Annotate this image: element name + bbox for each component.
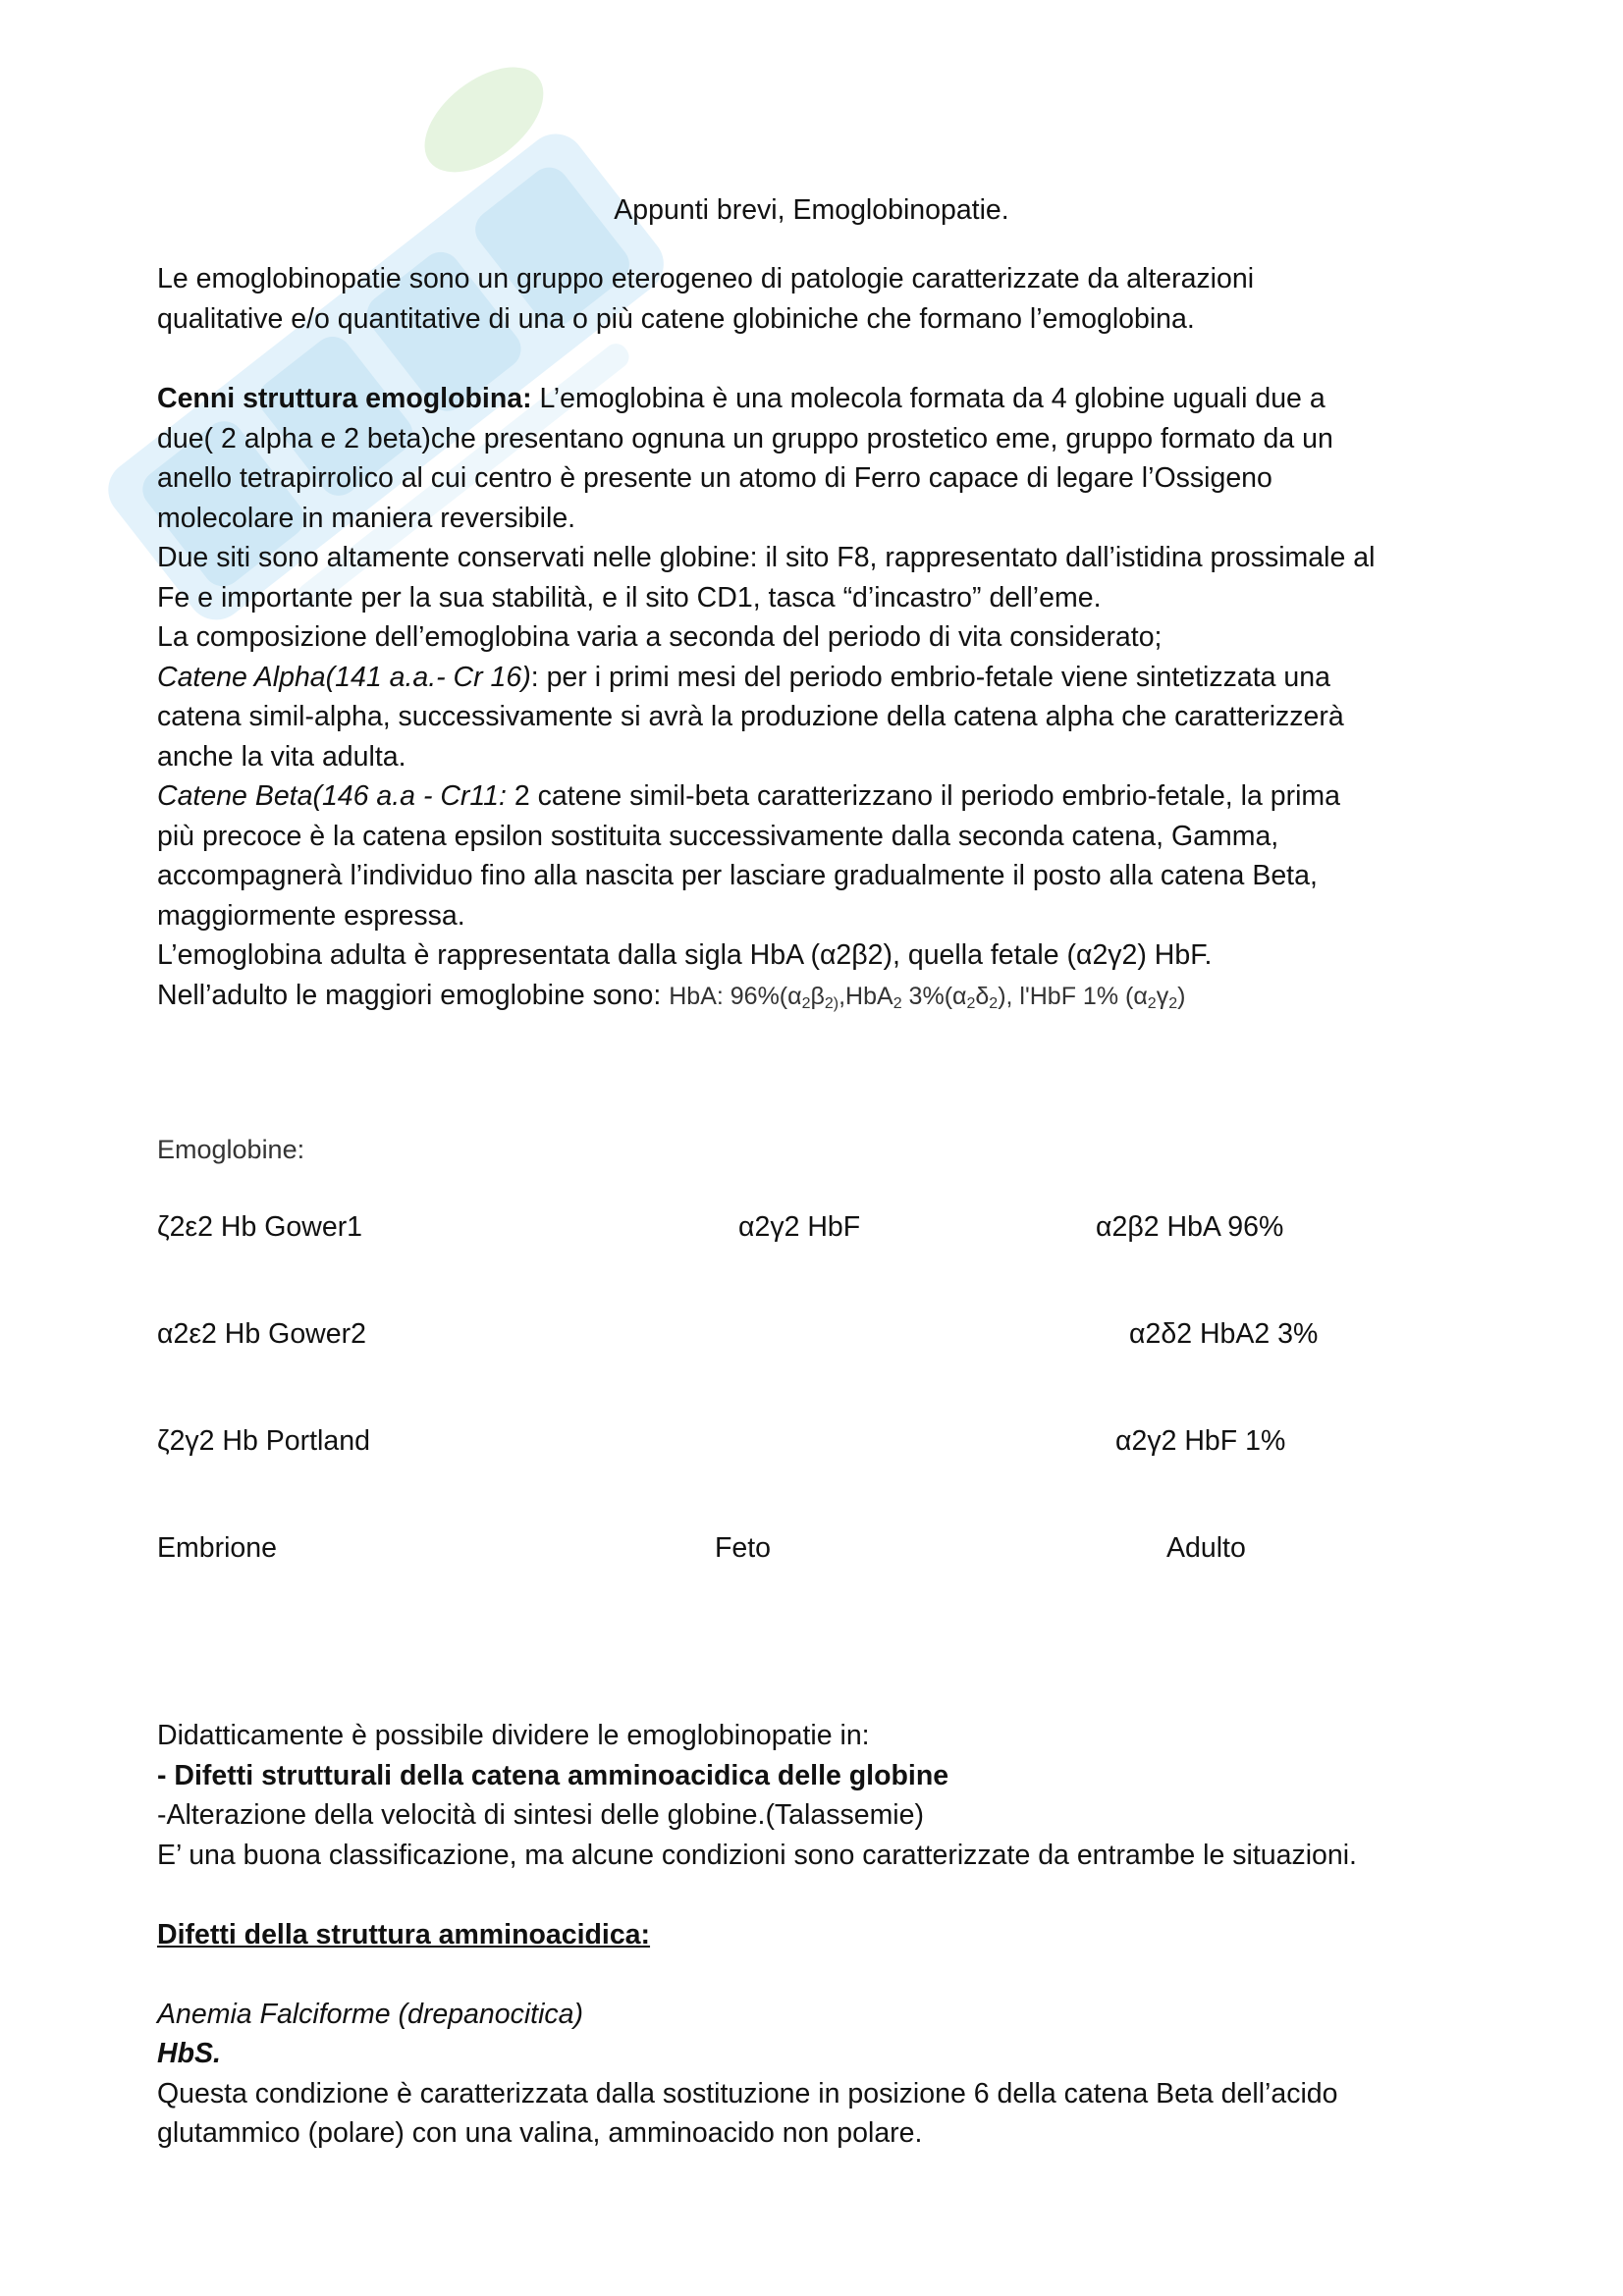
period-feto: Feto bbox=[715, 1532, 772, 1564]
adult-hb-prefix: Nell’adulto le maggiori emoglobine sono: bbox=[157, 979, 670, 1011]
adult-hb-values: HbA: $96\%(\alpha_2\beta_{2)},HbA_2$ $3\%(\alpha_2\delta_2)$, l'HbF 1% $(\alpha_2\gamma_2)$ bbox=[669, 982, 1186, 1012]
structure-line: molecolare in maniera reversibile. bbox=[157, 502, 576, 534]
disease-code-text: HbS. bbox=[157, 2038, 221, 2069]
disease-name bbox=[157, 1995, 1483, 2035]
defects-heading-text: Difetti della struttura amminoacidica: bbox=[157, 1918, 651, 1950]
beta-label: Catene Beta(146 a.a - Cr11: bbox=[157, 780, 507, 812]
beta-line: accompagnerà l’individuo fino alla nascita per lasciare gradualmente il posto alla catena Beta, bbox=[157, 860, 1318, 891]
beta-text: 2 catene simil-beta caratterizzano il periodo embrio-fetale, la prima bbox=[506, 780, 1340, 812]
beta-line: maggiormente espressa. bbox=[157, 899, 465, 932]
hb-table-label: Emoglobine: bbox=[157, 1135, 305, 1164]
structure-line: Fe e importante per la sua stabilità, e il sito CD1, tasca “d’incastro” dell’eme. bbox=[157, 581, 1102, 614]
beta-line bbox=[157, 776, 1483, 817]
classification-item-1-text: - Difetti strutturali della catena amminoacidica delle globine bbox=[157, 1759, 949, 1791]
classification-intro: Didatticamente è possibile dividere le emoglobinopatie in: bbox=[157, 1720, 870, 1751]
intro-line: qualitative e/o quantitative di una o più catene globiniche che formano l’emoglobina. bbox=[157, 302, 1195, 335]
alpha-text: : per i primi mesi del periodo embrio-fetale viene sintetizzata una bbox=[530, 661, 1330, 693]
disease-name-text: Anemia Falciforme (drepanocitica) bbox=[157, 1998, 583, 2030]
alpha-line bbox=[157, 658, 1483, 698]
alpha-line: anche la vita adulta. bbox=[157, 740, 406, 773]
intro-line: Le emoglobinopatie sono un gruppo eterogeneo di patologie caratterizzate da alterazioni bbox=[157, 263, 1255, 294]
period-embrione: Embrione bbox=[157, 1532, 277, 1564]
classification-item-2: -Alterazione della velocità di sintesi delle globine.(Talassemie) bbox=[157, 1799, 924, 1831]
defects-heading bbox=[157, 1915, 1483, 1955]
hb-row-1-col-2: α2γ2 HbF bbox=[738, 1211, 861, 1243]
adult-hb-line bbox=[157, 976, 1483, 1025]
defects-line: Questa condizione è caratterizzata dalla sostituzione in posizione 6 della catena Beta dell’acido bbox=[157, 2077, 1338, 2109]
structure-first-line bbox=[157, 379, 1483, 419]
structure-section bbox=[157, 379, 1483, 1024]
defects-line: glutammico (polare) con una valina, amminoacido non polare. bbox=[157, 2117, 923, 2149]
intro-paragraph bbox=[157, 259, 1483, 339]
hb-row-3-col-1: ζ2γ2 Hb Portland bbox=[157, 1425, 370, 1457]
structure-heading: Cenni struttura emoglobina: bbox=[157, 383, 532, 414]
disease-code bbox=[157, 2034, 1483, 2074]
alpha-line: catena simil-alpha, successivamente si avrà la produzione della catena alpha che caratterizzerà bbox=[157, 701, 1344, 732]
structure-line: La composizione dell’emoglobina varia a seconda del periodo di vita considerato; bbox=[157, 621, 1163, 653]
hb-row-2-col-3: α2δ2 HbA2 3% bbox=[1129, 1318, 1319, 1350]
classification-note: E’ una buona classificazione, ma alcune condizioni sono caratterizzate da entrambe le situazioni. bbox=[157, 1839, 1357, 1871]
hb-row-2-col-1: α2ε2 Hb Gower2 bbox=[157, 1318, 366, 1350]
structure-line: Due siti sono altamente conservati nelle globine: il sito F8, rappresentato dall’istidina prossimale al bbox=[157, 542, 1376, 573]
hb-row-1-col-3: α2β2 HbA 96% bbox=[1096, 1211, 1284, 1243]
beta-line: L’emoglobina adulta è rappresentata dalla sigla HbA (α2β2), quella fetale (α2γ2) HbF. bbox=[157, 939, 1213, 971]
beta-line: più precoce è la catena epsilon sostituita successivamente dalla seconda catena, Gamma, bbox=[157, 820, 1279, 852]
hb-row-1-col-1: ζ2ε2 Hb Gower1 bbox=[157, 1211, 363, 1243]
alpha-label: Catene Alpha(141 a.a.- Cr 16) bbox=[157, 661, 531, 693]
page-title: Appunti brevi, Emoglobinopatie. bbox=[614, 194, 1009, 226]
classification-section bbox=[157, 1716, 1483, 2154]
structure-line: due( 2 alpha e 2 beta)che presentano ognuna un gruppo prostetico eme, gruppo formato da un bbox=[157, 422, 1333, 454]
structure-line: anello tetrapirrolico al cui centro è presente un atomo di Ferro capace di legare l’Ossigeno bbox=[157, 462, 1272, 494]
hb-row-3-col-3: α2γ2 HbF 1% bbox=[1115, 1425, 1286, 1457]
structure-text: L’emoglobina è una molecola formata da 4 globine uguali due a bbox=[531, 383, 1325, 414]
classification-item-1 bbox=[157, 1756, 1483, 1796]
period-adulto: Adulto bbox=[1166, 1532, 1246, 1564]
